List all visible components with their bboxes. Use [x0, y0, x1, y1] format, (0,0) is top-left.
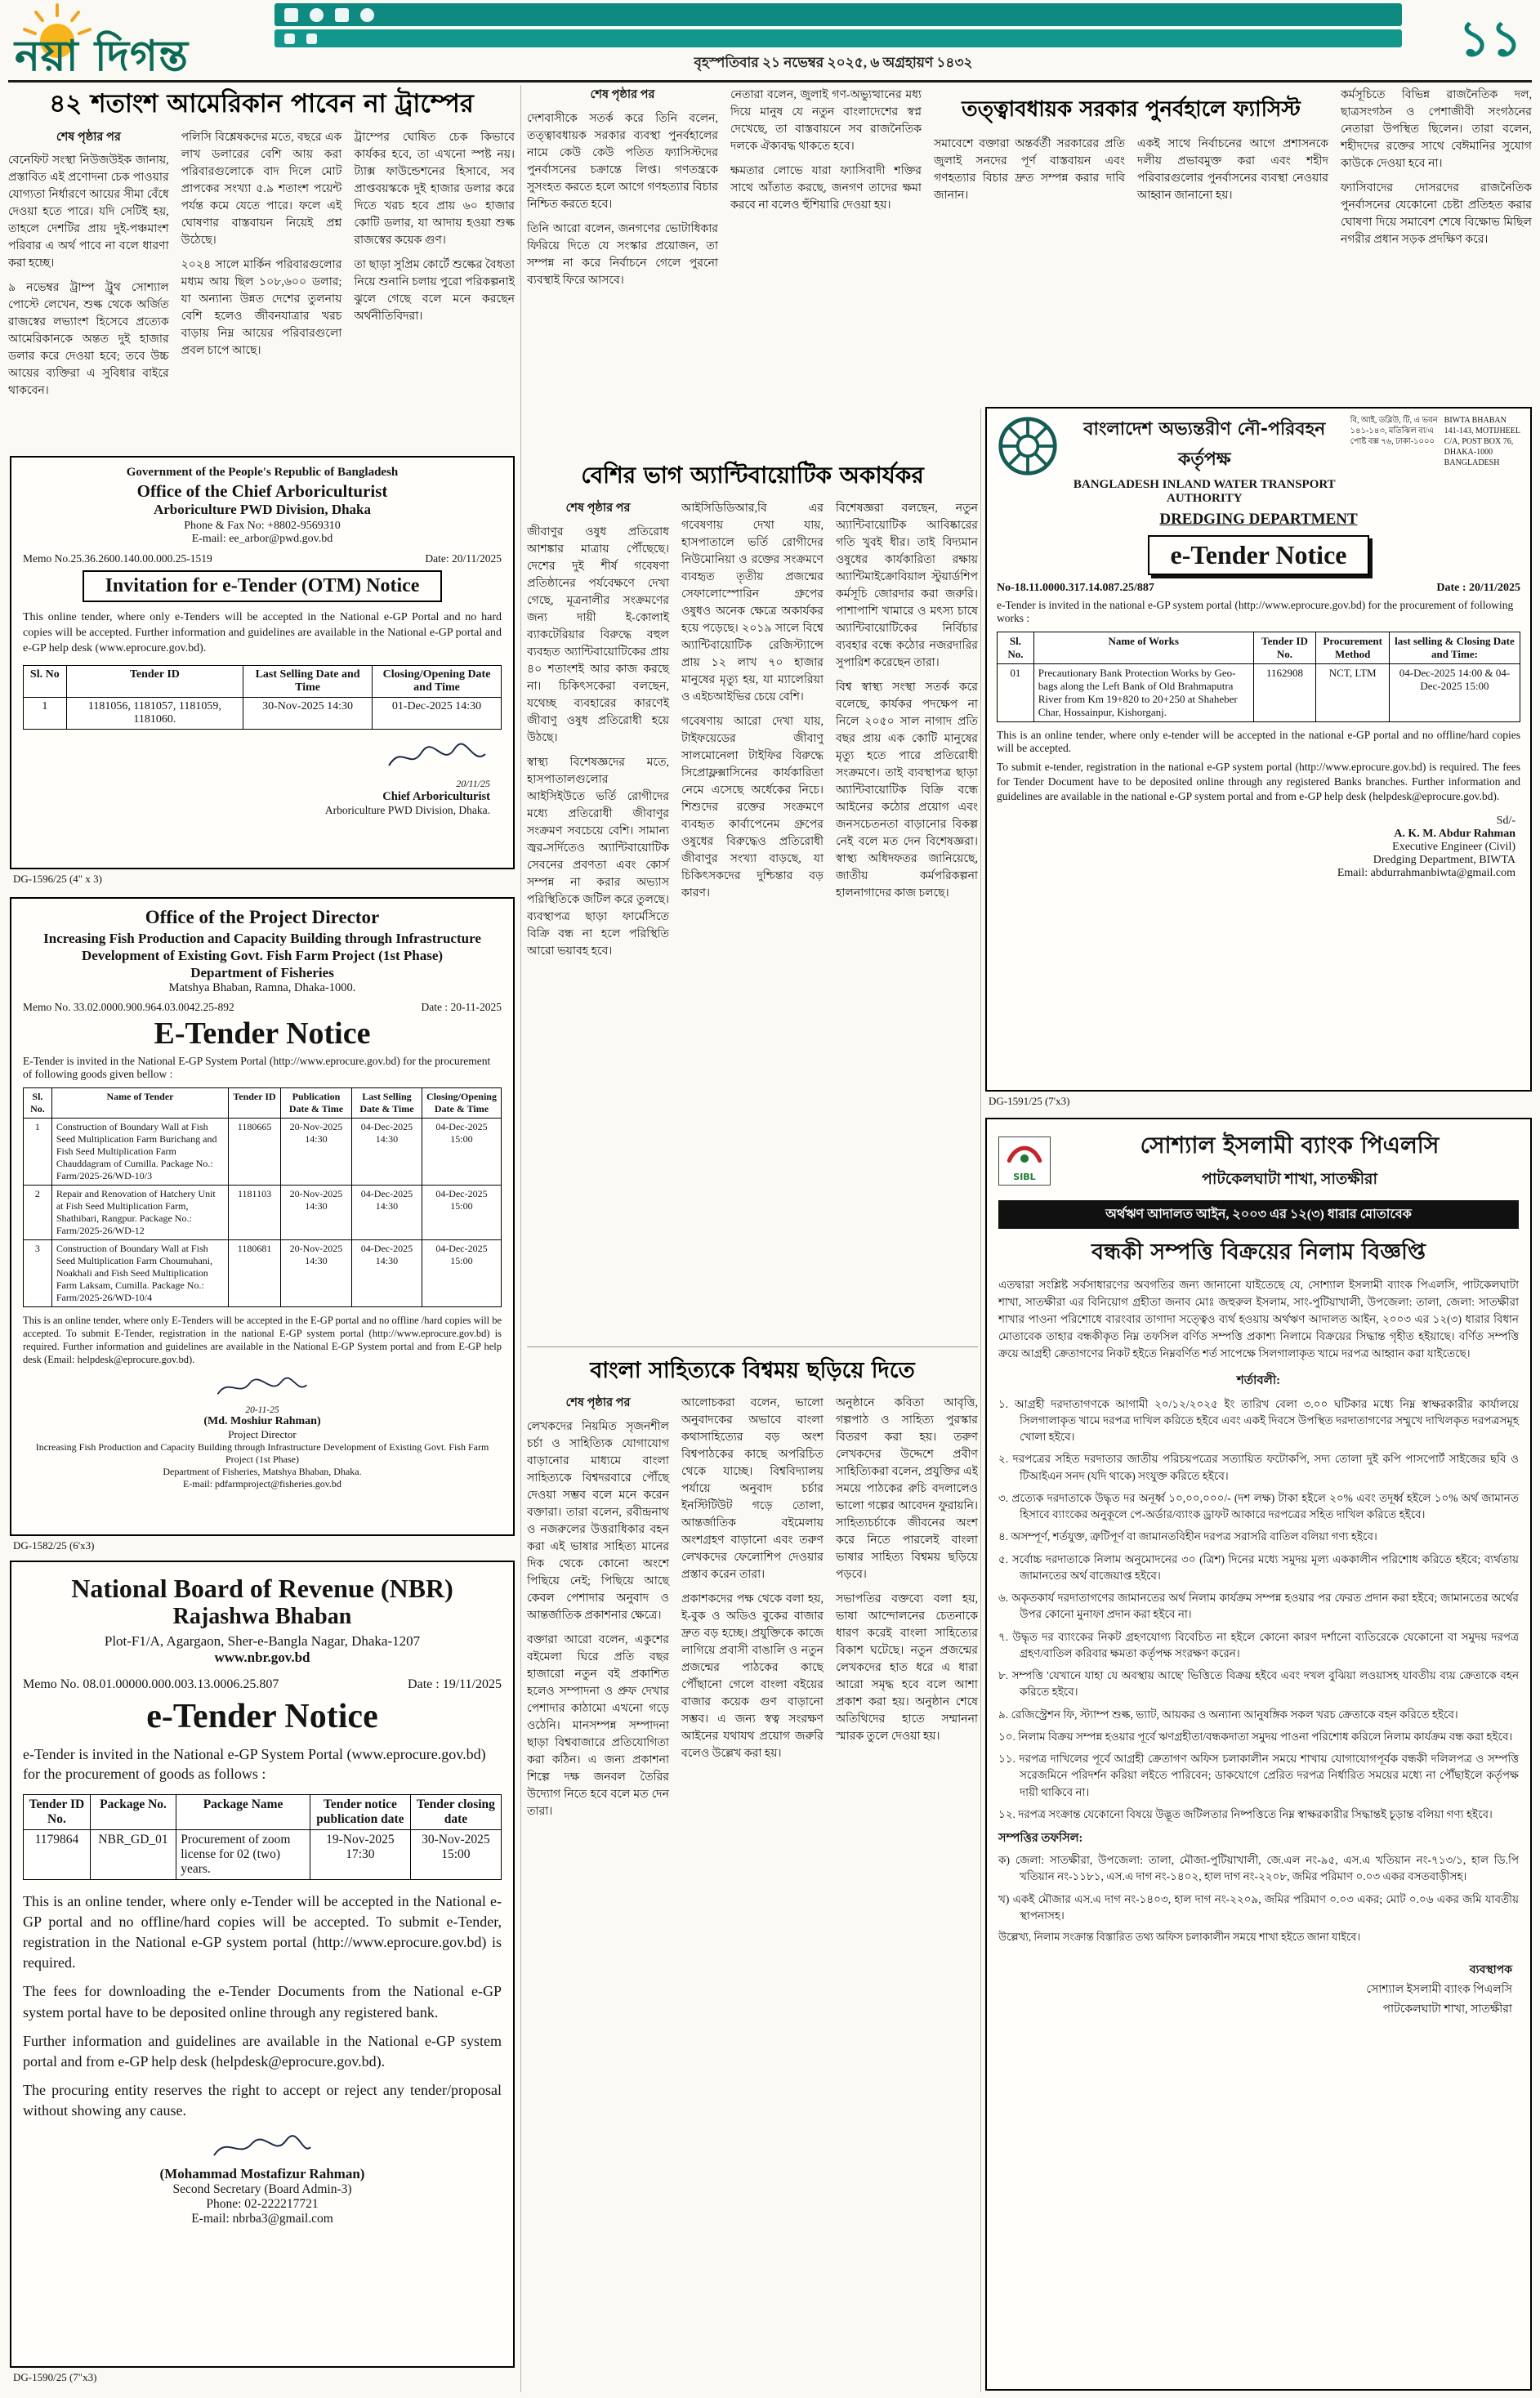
- cell: 1: [24, 1118, 52, 1185]
- table-row: [24, 697, 502, 729]
- address-line: C/A, POST BOX 76,: [1444, 437, 1514, 446]
- phone-line: Phone & Fax No: +8802-9569310: [184, 520, 341, 532]
- memo-number: No-18.11.0000.317.14.087.25/887: [997, 582, 1154, 594]
- tender-table: [23, 1087, 502, 1307]
- article-column: [527, 1395, 669, 1828]
- dateline: বৃহস্পতিবার ২১ নভেম্বর ২০২৫, ৬ অগ্রহায়ণ ১৪৩২: [694, 55, 973, 70]
- signature-icon: [209, 2134, 315, 2166]
- org-name-bn: বাংলাদেশ অভ্যন্তরীণ নৌ-পরিবহন কর্তৃপক্ষ: [1083, 419, 1326, 470]
- table-header-row: [24, 1087, 502, 1118]
- dg-code: DG-1582/25 (6'x3): [13, 1539, 95, 1552]
- term-item: ৮. সম্পত্তি 'যেখানে যাহা যে অবস্থায় আছে' ভিত্তিতে বিক্রয় হইবে এবং দখল বুঝিয়া লওয়াসহ যাবতীয় ব্যয় ক্রেতাকে বহন করিতে হইবে।: [998, 1669, 1519, 1699]
- notice-paragraph: The fees for downloading the e-Tender Documents from the National e-GP system portal have to be deposited online through any registered bank.: [23, 1983, 502, 2021]
- masthead-strip-icon: [335, 8, 349, 22]
- address-line: Plot-F1/A, Agargaon, Sher-e-Bangla Nagar, Dhaka-1207: [104, 1633, 421, 1649]
- article-paragraph: তিনি আরো বলেন, জনগণের ভোটাধিকার ফিরিয়ে দিতে যে সংস্কার প্রয়োজন, তা সম্পন্ন না করে নির্বাচনে গেলে পুরনো ব্যবস্থাই ফিরে আসবে।: [527, 222, 718, 287]
- signatory-role: ব্যবস্থাপক: [1469, 1964, 1512, 1977]
- table-row: [24, 1829, 502, 1879]
- article-paragraph: জীবাণুর ওষুধ প্রতিরোধ আশঙ্কার মাত্রায় পৌঁছেছে। দেশের দুই শীর্ষ গবেষণা প্রতিষ্ঠানের পর্যবেক্ষণে দেখা গেছে, মূত্রনালীর সংক্রমণের জন্য দায়ী ই-কোলাই ব্যাকটেরিয়ার বিরুদ্ধে বহুল ব্যবহৃত অ্যান্টিবায়োটিকের প্রায় ৪০ শতাংশই আর কাজ করছে না। চিকিৎসকেরা বলছেন, যথেচ্ছ ব্যবহারের কারণেই জীবাণু ওষুধ প্রতিরোধী হয়ে উঠছে।: [527, 525, 669, 744]
- cell: 04-Dec-2025 14:30: [351, 1239, 422, 1306]
- article-paragraph: বক্তারা আরো বলেন, একুশের বইমেলা ঘিরে প্রতি বছর হাজারো নতুন বই প্রকাশিত হলেও সম্পাদনা ও প্রুফ দেখার পেশাদার কাঠামো এখনো গড়ে ওঠেনি। মানসম্পন্ন সম্পাদনা ছাড়া বিশ্ববাজারে প্রতিযোগিতা করা কঠিন। এ জন্য প্রকাশনা শিল্পে দক্ষ জনবল তৈরির উদ্যোগ নিতে হবে বলে মত দেন তারা।: [527, 1633, 669, 1818]
- term-item: ৩. প্রত্যেক দরদাতাকে উদ্ধৃত দর অনূর্ধ্ব ১০,০০,০০০/- (দশ লক্ষ) টাকা হইলে ২০% এবং তদূর্ধ্ব হইলে ১০% অর্থ জামানত হিসাবে ব্যাংকের অনুকূলে পে-অর্ডার/ব্যাংক ড্রাফট আকারে দরপত্রের সহিত দাখিল করিতে হইবে।: [998, 1491, 1519, 1521]
- nbr-tender-notice: [10, 1561, 515, 2384]
- signatory-email: E-mail: nbrba3@gmail.com: [191, 2212, 333, 2226]
- signature-date: 20-11-25: [245, 1404, 279, 1415]
- biwta-emblem-icon: [997, 415, 1059, 481]
- signatory-org: Increasing Fish Production and Capacity Building through Infrastructure Development of Existing Govt. Fish Farm Project (1st Phase): [35, 1440, 489, 1465]
- department-name: DREDGING DEPARTMENT: [1159, 511, 1358, 528]
- term-item: ১১. দরপত্র দাখিলের পূর্বে আগ্রহী ক্রেতাগণ অফিস চলাকালীন সময়ে শাখায় যোগাযোগপূর্বক বন্ধকী দলিলপত্র ও সম্পত্তি সরেজমিনে পরিদর্শন করিয়া লইতে পারিবেন; ডাকযোগে প্রেরিত দরপত্র নির্ধারিত সময়ের মধ্যে না পৌঁছাইলে কর্তৃপক্ষ দায়ী থাকিবে না।: [998, 1753, 1519, 1798]
- memo-date: Date : 19/11/2025: [408, 1677, 502, 1691]
- article-paragraph: দেশবাসীকে সতর্ক করে তিনি বলেন, তত্ত্বাবধায়ক সরকার ব্যবস্থা পুনর্বহালের নামে কেউ কেউ পতিত ফ্যাসিস্টদের পুনর্বাসনের চক্রান্তে লিপ্ত। গণতন্ত্রকে সুসংহত করতে হলে আগে গণহত্যার বিচার নিশ্চিত করতে হবে।: [527, 112, 718, 211]
- memo-date: Date : 20-11-2025: [421, 1000, 502, 1013]
- col-header: Sl. No.: [24, 1087, 52, 1118]
- masthead-strip-icon: [284, 33, 295, 44]
- signatory-org: সোশ্যাল ইসলামী ব্যাংক পিএলসি: [1366, 1984, 1512, 1997]
- schedule-item: খ) একই মৌজার এস.এ দাগ নং-১৪০৩, হাল দাগ নং-২২০৯, জমির পরিমাণ ০.০৩ একর; মোট ০.০৬ একর জমি যাবতীয় স্থাপনাসহ।: [998, 1892, 1519, 1922]
- notice-intro: e-Tender is invited in the national e-GP system portal (http://www.eprocure.gov.bd) for the procurement of following works :: [997, 599, 1514, 624]
- article-column: [354, 129, 515, 408]
- col-header: Name of Works: [1033, 632, 1253, 664]
- table-row: [24, 1185, 502, 1239]
- col-header: Sl. No.: [998, 632, 1034, 664]
- signatory-office: Department of Fisheries, Matshya Bhaban, Dhaka.: [163, 1465, 362, 1477]
- article-column: [681, 500, 824, 967]
- cell: Precautionary Bank Protection Works by Geo-bags along the Left Bank of Old Brahmaputra River from Km 19+820 to 20+250 at Shaheber Char, Hossainpur, Kishorganj.: [1033, 664, 1253, 722]
- tender-table: [23, 665, 502, 730]
- govt-line: Government of the People's Republic of Bangladesh: [126, 466, 399, 479]
- notice-title: e-Tender Notice: [1148, 535, 1370, 575]
- building-name: Rajashwa Bhaban: [172, 1604, 352, 1629]
- cell: 3: [24, 1239, 52, 1306]
- article-column: [527, 500, 669, 967]
- tender-table: [997, 632, 1520, 722]
- signatory-office: Dredging Department, BIWTA: [1373, 853, 1515, 866]
- continued-marker: শেষ পৃষ্ঠার পর: [56, 130, 121, 144]
- bank-name: সোশ্যাল ইসলামী ব্যাংক পিএলসি: [1140, 1132, 1440, 1159]
- address-line: Matshya Bhaban, Ramna, Dhaka-1000.: [168, 980, 356, 994]
- table-row: [24, 1239, 502, 1306]
- col-header: Tender ID No.: [1253, 632, 1316, 664]
- dg-code: DG-1590/25 (7"x3): [13, 2371, 97, 2383]
- cell: 1181103: [229, 1185, 281, 1239]
- signatory-email: E-mail: pdfarmproject@fisheries.gov.bd: [183, 1477, 341, 1489]
- notice-paragraph: This is an online tender, where only e-tender will be accepted in the national e-GP portal and no offline/hard copies will be accepted.: [997, 729, 1520, 754]
- signatory-role: Project Director: [228, 1427, 297, 1440]
- column-rule: [980, 409, 981, 2392]
- notice-paragraph: This is an online tender, where only e-Tender will be accepted in the National e-GP portal and no offline/hard copies will be accepted. To submit e-Tender, registration in the National e-GP system portal (http://www.eprocure.gov.bd) is required.: [23, 1892, 502, 1972]
- terms-heading: শর্তাবলী:: [1236, 1373, 1281, 1387]
- notice-footer: This is an online tender, where only E-Tenders will be accepted in the E-GP portal and no offline /hard copies will be accepted. To submit E-Tender, registration in the national E-GP system portal (http://www.eprocure.gov.bd) is required. Further information and guidelines are available in the National E-GP System portal and from E-GP help desk (Email: helpdesk@eprocure.gov.bd).: [23, 1314, 502, 1366]
- address-line: BIWTA BHABAN: [1444, 416, 1507, 425]
- article-paragraph: অনুষ্ঠানে কবিতা আবৃত্তি, গল্পপাঠ ও সাহিত্য পুরস্কার বিতরণ করা হয়। তরুণ লেখকদের উদ্দেশে প্রবীণ সাহিত্যিকরা বলেন, প্রযুক্তির এই সময়ে পাঠকের রুচি বদলালেও ভালো গল্পের আবেদন ফুরায়নি। সাহিত্যচর্চাকে জীবনের অংশ করে নিতে পারলেই বাংলা ভাষার সাহিত্য বিশ্বময় ছড়িয়ে পড়বে।: [836, 1397, 978, 1582]
- cell: 04-Dec-2025 14:00 & 04-Dec-2025 15:00: [1389, 664, 1520, 722]
- article-column: [681, 1395, 824, 1828]
- col-header: Package No.: [90, 1794, 176, 1829]
- article-trump: [8, 87, 515, 453]
- cell: 1179864: [24, 1829, 91, 1879]
- article-column: [836, 1395, 978, 1828]
- signatory-role: Second Secretary (Board Admin-3): [172, 2182, 352, 2197]
- cell: 20-Nov-2025 14:30: [280, 1118, 351, 1185]
- notice-paragraph: Further information and guidelines are available in the National e-GP system portal and from e-GP help desk (helpdesk@eprocure.gov.bd).: [23, 2032, 502, 2070]
- cell: 2: [24, 1185, 52, 1239]
- col-header: Tender ID: [229, 1087, 281, 1118]
- cell: 1162908: [1253, 664, 1316, 722]
- cell: 20-Nov-2025 14:30: [280, 1239, 351, 1306]
- address-line: ১৪১-১৪৩, মতিঝিল বা/এ: [1350, 426, 1435, 435]
- division-name: Arboriculture PWD Division, Dhaka: [153, 502, 372, 517]
- cell: 19-Nov-2025 17:30: [310, 1829, 410, 1879]
- cell: Procurement of zoom license for 02 (two) years.: [176, 1829, 310, 1879]
- article-caretaker: [527, 87, 1532, 400]
- notice-title: e-Tender Notice: [146, 1698, 378, 1735]
- memo-date: Date: 20/11/2025: [425, 552, 502, 565]
- term-item: ২. দরপত্রের সহিত দরদাতার জাতীয় পরিচয়পত্রের সত্যায়িত ফটোকপি, সদ্য তোলা দুই কপি পাসপোর্ট সাইজের ছবি ও টিআইএন সনদ (যদি থাকে) সংযুক্ত করিতে হইবে।: [998, 1453, 1519, 1482]
- cell: Repair and Renovation of Hatchery Unit at Fish Seed Multiplication Farm, Shathibari, Rangpur. Package No.: Farm/2025-26/WD-12: [51, 1185, 228, 1239]
- article-caretaker-headline: তত্ত্বাবধায়ক সরকার পুনর্বহালে ফ্যাসিস্ট: [962, 97, 1301, 122]
- website: www.nbr.gov.bd: [214, 1650, 310, 1665]
- org-name-en: BANGLADESH INLAND WATER TRANSPORT AUTHORITY: [1073, 478, 1336, 505]
- article-paragraph: পলিসি বিশ্লেষকদের মতে, বছরে এক লাখ ডলারের বেশি আয় করা পরিবারগুলোকে বাদ দিলে মোট প্রাপকের সংখ্যা ৫.৯ শতাংশ পয়েন্ট পর্যন্ত কমে যেতে পারে। ফলে এই ঘোষণার বাস্তবায়ন নিয়েই প্রশ্ন উঠেছে।: [181, 131, 342, 247]
- col-header: Procurement Method: [1316, 632, 1390, 664]
- article-paragraph: তা ছাড়া সুপ্রিম কোর্টে শুল্কের বৈধতা নিয়ে শুনানি চলায় পুরো পরিকল্পনাই ঝুলে গেছে বলে মনে করছেন অর্থনীতিবিদরা।: [354, 258, 515, 323]
- schedule-heading: সম্পত্তির তফসিল:: [998, 1832, 1083, 1846]
- schedule-item: ক) জেলা: সাতক্ষীরা, উপজেলা: তালা, মৌজা-পুটিয়াখালী, জে.এল নং-৯৫, এস.এ খতিয়ান নং-৭১৩/১, হাল ডি.পি খতিয়ান নং-১১৮১, এস.এ দাগ নং-১৪০২, হাল দাগ নং-২২০৮, জমির পরিমাণ ০.০৩ একর বসতবাড়ীসহ।: [998, 1854, 1519, 1883]
- article-paragraph: আলোচকরা বলেন, ভালো অনুবাদকের অভাবে বাংলা কথাসাহিত্যের বড় অংশ বিশ্বপাঠকের কাছে অপরিচিত থেকে যাচ্ছে। বিশ্ববিদ্যালয় পর্যায়ে অনুবাদ চর্চার ইনস্টিটিউট গড়ে তোলা, আন্তর্জাতিক বইমেলায় অংশগ্রহণ বাড়ানো এবং তরুণ লেখকদের ফেলোশিপ দেওয়ার প্রস্তাব করেন তারা।: [681, 1397, 824, 1582]
- col-header: Last Selling Date & Time: [351, 1087, 422, 1118]
- masthead-rule: [8, 80, 1532, 83]
- cell: 04-Dec-2025 14:30: [351, 1118, 422, 1185]
- col-header: Last Selling Date and Time: [243, 665, 373, 697]
- cell: 1: [24, 697, 67, 729]
- col-header: Tender closing date: [410, 1794, 501, 1829]
- table-row: [998, 664, 1520, 722]
- cell: 30-Nov-2025 15:00: [410, 1829, 501, 1879]
- department-name: Department of Fisheries: [190, 964, 334, 980]
- cell: NBR_GD_01: [90, 1829, 176, 1879]
- law-reference-bar: অর্থঋণ আদালত আইন, ২০০৩ এর ১২(৩) ধারার মোতাবেক: [998, 1200, 1519, 1229]
- dg-code: DG-1596/25 (4" x 3): [13, 873, 102, 885]
- section-rule: [527, 1346, 978, 1347]
- col-header: Publication Date & Time: [280, 1087, 351, 1118]
- signatory-email: Email: abdurrahmanbiwta@gmail.com: [1337, 866, 1515, 879]
- article-trump-headline: ৪২ শতাংশ আমেরিকান পাবেন না ট্রাম্পের: [49, 89, 474, 118]
- term-item: ৯. রেজিস্ট্রেশন ফি, স্ট্যাম্প শুল্ক, ভ্যাট, আয়কর ও অন্যান্য আনুষঙ্গিক সকল খরচ ক্রেতাকে বহন করিতে হইবে।: [998, 1708, 1458, 1721]
- article-paragraph: ফ্যাসিবাদের দোসরদের রাজনৈতিক পুনর্বাসনের যেকোনো চেষ্টা প্রতিহত করার ঘোষণা দিয়ে সমাবেশ শেষে বিক্ষোভ মিছিল নগরীর প্রধান সড়ক প্রদক্ষিণ করে।: [1341, 182, 1532, 246]
- col-header: Closing/Opening Date & Time: [422, 1087, 501, 1118]
- branch-name: পাটকেলঘাটা শাখা, সাতক্ষীরা: [1201, 1171, 1378, 1188]
- cell: 04-Dec-2025 15:00: [422, 1118, 501, 1185]
- article-column: [836, 500, 978, 967]
- table-header-row: [24, 1794, 502, 1829]
- article-paragraph: ক্ষমতার লোভে যারা ফ্যাসিবাদী শক্তির সাথে আঁতাত করছে, জনগণ তাদের ক্ষমা করবে না বলেও হুঁশিয়ারি দেওয়া হয়।: [730, 165, 922, 212]
- sibl-logo-label: SIBL: [1013, 1171, 1036, 1182]
- masthead-strip-icon: [310, 8, 324, 22]
- auction-title: বন্ধকী সম্পত্তি বিক্রয়ের নিলাম বিজ্ঞপ্তি: [1091, 1239, 1426, 1265]
- cell: 01: [998, 664, 1034, 722]
- tender-table: [23, 1794, 502, 1880]
- cell: 1181056, 1181057, 1181059, 1181060.: [66, 697, 243, 729]
- masthead-strip-icon: [284, 8, 298, 22]
- masthead-strip-icon: [306, 33, 317, 44]
- article-antibiotic: [527, 458, 978, 1345]
- article-paragraph: আইসিডিডিআর,বি এর গবেষণায় দেখা যায়, হাসপাতালে ভর্তি রোগীদের নিউমোনিয়া ও রক্তের সংক্রমণে ব্যবহৃত তৃতীয় প্রজন্মের সেফালোস্পোরিন গ্রুপের ওষুধও অনেক ক্ষেত্রে অকার্যকর হয়ে পড়েছে। ২০১৯ সালে বিশ্বে অ্যান্টিবায়োটিক রেজিস্ট্যান্সে প্রায় ১২ লাখ ৭০ হাজার মানুষের মৃত্যু হয়, যা ম্যালেরিয়া ও এইচআইভির চেয়ে বেশি।: [681, 502, 824, 704]
- newspaper-logo: [13, 2, 270, 81]
- address-line: 141-143, MOTIJHEEL: [1444, 426, 1520, 435]
- col-header: Tender ID No.: [24, 1794, 91, 1829]
- office-name: Office of the Project Director: [145, 907, 380, 927]
- article-paragraph: একই সাথে নির্বাচনের আগে প্রশাসনকে দলীয় প্রভাবমুক্ত করা এবং শহীদ পরিবারগুলোর পুনর্বাসনের ব্যবস্থা নেওয়ার আহ্বান জানানো হয়।: [1137, 137, 1328, 202]
- masthead-lower-strip: [275, 29, 1402, 47]
- col-header: last selling & Closing Date and Time:: [1389, 632, 1520, 664]
- cell: 30-Nov-2025 14:30: [243, 697, 373, 729]
- biwta-tender-notice: [985, 407, 1532, 1108]
- article-column: [934, 136, 1125, 400]
- email-line: E-mail: ee_arbor@pwd.gov.bd: [191, 533, 333, 545]
- fisheries-tender-notice: [10, 897, 515, 1552]
- signature-icon: [384, 741, 490, 778]
- notice-intro: e-Tender is invited in the National e-GP System Portal (www.eprocure.gov.bd) for the procurement of goods as follows :: [23, 1746, 486, 1783]
- article-paragraph: বিশেষজ্ঞরা বলছেন, নতুন অ্যান্টিবায়োটিক আবিষ্কারের গতি খুবই ধীর। তাই বিদ্যমান ওষুধের কার্যকারিতা রক্ষায় অ্যান্টিমাইক্রোবিয়াল স্টুয়ার্ডশিপ কর্মসূচি জোরদার করা জরুরি। পাশাপাশি খামারে ও মৎস্য চাষে অ্যান্টিবায়োটিকের নির্বিচার ব্যবহার বন্ধে কঠোর নজরদারির সুপারিশ করেছেন তারা।: [836, 502, 978, 670]
- article-paragraph: স্বাস্থ্য বিশেষজ্ঞদের মতে, হাসপাতালগুলোর আইসিইউতে ভর্তি রোগীদের মধ্যে প্রতিরোধী জীবাণুর সংক্রমণ সবচেয়ে বেশি। সামান্য জ্বর-সর্দিতেও অ্যান্টিবায়োটিক সেবনের প্রবণতা এবং কোর্স সম্পন্ন না করার অভ্যাস পরিস্থিতিকে জটিল করে তুলছে। ব্যবস্থাপত্র ছাড়া ফার্মেসিতে বিক্রি বন্ধ না হলে পরিস্থিতি আরো ভয়াবহ হবে।: [527, 756, 669, 958]
- cell: 20-Nov-2025 14:30: [280, 1185, 351, 1239]
- term-item: ৬. অকৃতকার্য দরদাতাগণের জামানতের অর্থ নিলাম কার্যক্রম সম্পন্ন হওয়ার পর ফেরত প্রদান করা হইবে; জামানতের অর্থের উপর কোনো মুনাফা প্রদান করা হইবে না।: [998, 1592, 1519, 1621]
- signature-icon: [213, 1373, 311, 1405]
- cell: NCT, LTM: [1316, 664, 1390, 722]
- signatory-branch: পাটকেলঘাটা শাখা, সাতক্ষীরা: [1382, 2003, 1512, 2016]
- article-column: [8, 129, 169, 408]
- article-paragraph: ২০২৪ সালে মার্কিন পরিবারগুলোর মধ্যম আয় ছিল ১০৮,৬০০ ডলার; যা অন্যান্য উন্নত দেশের তুলনায় বেশি হলেও জীবনযাত্রার খরচ বাড়ায় নিম্ন আয়ের পরিবারগুলো প্রবল চাপে আছে।: [181, 258, 342, 357]
- column-rule: [520, 85, 521, 2392]
- address-line: BANGLADESH: [1444, 458, 1500, 467]
- cell: 1180681: [229, 1239, 281, 1306]
- signatory-office: Arboriculture PWD Division, Dhaka.: [324, 803, 490, 816]
- address-line: DHAKA-1000: [1444, 448, 1493, 457]
- notice-intro: This online tender, where only e-Tenders will be accepted in the National e-GP Portal and no hard copies will be accepted. Further information and guidelines are available in the National e-GP portal and e-GP help desk (www.eprocure.gov.bd).: [23, 611, 502, 654]
- sibl-logo: [998, 1136, 1051, 1186]
- memo-number: Memo No. 33.02.0000.900.964.03.0042.25-892: [23, 1000, 234, 1013]
- term-item: ১০. নিলাম বিক্রয় সম্পন্ন হওয়ার পূর্বে ঋণগ্রহীতা/বন্ধকদাতা সমুদয় পাওনা পরিশোধ করিলে নিলাম কার্যক্রম বন্ধ করা হইবে।: [998, 1730, 1513, 1743]
- term-item: ১২. দরপত্র সংক্রান্ত যেকোনো বিষয়ে উদ্ভূত জটিলতার নিষ্পত্তিতে নিম্ন স্বাক্ষরকারীর সিদ্ধান্তই চূড়ান্ত বলিয়া গণ্য হইবে।: [998, 1807, 1493, 1820]
- article-paragraph: সভাপতির বক্তব্যে বলা হয়, ভাষা আন্দোলনের চেতনাকে ধারণ করেই বাংলা সাহিত্যের বিকাশ ঘটেছে। নতুন প্রজন্মের লেখকদের হাত ধরে এ ধারা আরো সমৃদ্ধ হবে বলে আশা প্রকাশ করা হয়। অনুষ্ঠান শেষে অতিথিদের হাতে সম্মাননা স্মারক তুলে দেওয়া হয়।: [836, 1593, 978, 1744]
- pwd-tender-notice: [10, 456, 515, 886]
- memo-date: Date : 20/11/2025: [1436, 582, 1520, 594]
- term-item: ১. আগ্রহী দরদাতাগণকে আগামী ২০/১২/২০২৫ ইং তারিখ বেলা ৩.০০ ঘটিকার মধ্যে নিম্ন স্বাক্ষরকারীর কার্যালয়ে সিলগালাকৃত খামে দরপত্র দাখিল করিতে হইবে এবং একই দিবসে উপস্থিত দরদাতাগণের সম্মুখে দাখিলকৃত দরপত্রসমূহ খোলা হইবে।: [998, 1397, 1519, 1444]
- article-paragraph: লেখকদের নিয়মিত সৃজনশীল চর্চা ও সাহিত্যিক যোগাযোগ বাড়ানোর মাধ্যমে বাংলা সাহিত্যকে বিশ্বদরবারে পৌঁছে দেওয়া সম্ভব বলে মনে করেন বক্তারা। তারা বলেন, রবীন্দ্রনাথ ও নজরুলের উত্তরাধিকার বহন করা এই ভাষার সাহিত্য মানের দিক থেকে কোনো অংশে পিছিয়ে নেই; পিছিয়ে আছে কেবল পেশাদার অনুবাদ ও আন্তর্জাতিক প্রকাশনার ক্ষেত্রে।: [527, 1420, 669, 1622]
- col-header: Tender notice publication date: [310, 1794, 410, 1829]
- article-column: [730, 87, 922, 400]
- page-number: ১১: [1458, 11, 1522, 68]
- notice-paragraph: To submit e-tender, registration in the national e-GP system portal (http://www.eprocure.gov.bd) is required. The fees for Tender Document have to be deposited online through any registered Banks branches. Further information and guidelines are available in the national e-GP system portal and from e-GP help desk (helpdesk@eprocure.gov.bd).: [997, 761, 1520, 803]
- address-line: বি, আই, ডব্লিউ, টি, এ ভবন: [1350, 416, 1438, 425]
- article-antibiotic-headline: বেশির ভাগ অ্যান্টিবায়োটিক অকার্যকর: [581, 462, 924, 489]
- cell: 01-Dec-2025 14:30: [373, 697, 502, 729]
- newspaper-logo-text: নয়া দিগন্ত: [15, 32, 189, 81]
- address-block-bn: [1350, 415, 1438, 468]
- table-header-row: [24, 665, 502, 697]
- project-name: Increasing Fish Production and Capacity Building through Infrastructure Development of Existing Govt. Fish Farm Project (1st Phase): [43, 931, 481, 964]
- article-paragraph: কর্মসূচিতে বিভিন্ন রাজনৈতিক দল, ছাত্রসংগঠন ও পেশাজীবী সংগঠনের নেতারা উপস্থিত ছিলেন। তারা বলেন, শহীদদের রক্তের সাথে বেঈমানির সুযোগ কাউকে দেওয়া হবে না।: [1341, 89, 1532, 170]
- address-block-en: [1444, 415, 1520, 468]
- continued-marker: শেষ পৃষ্ঠার পর: [590, 88, 655, 101]
- cell: 04-Dec-2025 15:00: [422, 1239, 501, 1306]
- term-item: ৫. সর্বোচ্চ দরদাতাকে নিলাম অনুমোদনের ৩০ (ত্রিশ) দিনের মধ্যে সমুদয় মূল্য এককালীন পরিশোধ করিতে হইবে; ব্যর্থতায় জামানতের অর্থ বাজেয়াপ্ত হইবে।: [998, 1552, 1519, 1582]
- term-item: ৪. অসম্পূর্ণ, শর্তযুক্ত, ত্রুটিপূর্ণ বা জামানতবিহীন দরপত্র সরাসরি বাতিল বলিয়া গণ্য হইবে।: [998, 1530, 1377, 1543]
- table-header-row: [998, 632, 1520, 664]
- auction-intro: এতদ্বারা সংশ্লিষ্ট সর্বসাধারণের অবগতির জন্য জানানো যাইতেছে যে, সোশ্যাল ইসলামী ব্যাংক পিএলসি, পাটকেলঘাটা শাখা, সাতক্ষীরা এর বিনিয়োগ গ্রহীতা জনাব মোঃ জহুরুল ইসলাম, সাং-পুটিয়াখালী, উপজেলা: তালা, জেলা: সাতক্ষীরা শাখার পাওনা পরিশোধে বারংবার তাগাদা সত্ত্বেও ব্যর্থ হওয়ায় অর্থঋণ আদালত আইন, ২০০৩ এর ১২(৩) ধারার বিধান মোতাবেক তাহার বন্ধকীকৃত নিম্ন তফসিল বর্ণিত সম্পত্তি প্রকাশ্য নিলামে বিক্রয়ের সিদ্ধান্ত গৃহীত হইয়াছে। বর্ণিত সম্পত্তি ক্রয়ে আগ্রহী ক্রেতাগণের নিকট হইতে নিম্নবর্ণিত শর্ত সাপেক্ষে সিলগালাকৃত খামে দরপত্র আহ্বান করা যাইতেছে।: [998, 1279, 1519, 1360]
- note-line: উল্লেখ্য, নিলাম সংক্রান্ত বিস্তারিত তথ্য অফিস চলাকালীন সময়ে শাখা হইতে জানা যাইবে।: [998, 1931, 1361, 1944]
- term-item: ৭. উদ্ধৃত দর ব্যাংকের নিকট গ্রহণযোগ্য বিবেচিত না হইলে কোনো কারণ দর্শানো ব্যতিরেকে যেকোনো বা সমুদয় দরপত্র গ্রহণ/বাতিল করিবার ক্ষমতা কর্তৃপক্ষ সংরক্ষণ করেন।: [998, 1630, 1519, 1659]
- article-paragraph: ৯ নভেম্বর ট্রাম্প ট্রুথ সোশ্যাল পোস্টে লেখেন, শুল্ক থেকে অর্জিত রাজস্বের লভ্যাংশ হিসেবে প্রত্যেক আমেরিকানকে অন্তত দুই হাজার ডলার করে দেওয়া হবে; তবে উচ্চ আয়ের ব্যক্তিরা এ সুবিধার বাইরে থাকবেন।: [8, 282, 169, 398]
- col-header: Closing/Opening Date and Time: [373, 665, 502, 697]
- cell: Construction of Boundary Wall at Fish Seed Multiplication Farm Choumuhani, Noakhali and Fish Seed Multiplication Farm Laksam, Cumilla. Package No.: Farm/2025-26/WD-10/4: [51, 1239, 228, 1306]
- memo-number: Memo No.25.36.2600.140.00.000.25-1519: [23, 552, 212, 565]
- notice-paragraph: The procuring entity reserves the right to accept or reject any tender/proposal without showing any cause.: [23, 2082, 502, 2119]
- col-header: Package Name: [176, 1794, 310, 1829]
- col-header: Tender ID: [66, 665, 243, 697]
- article-paragraph: সমাবেশে বক্তারা অন্তর্বর্তী সরকারের প্রতি জুলাই সনদের পূর্ণ বাস্তবায়ন এবং গণহত্যার বিচার দ্রুত সম্পন্ন করার দাবি জানান।: [934, 137, 1125, 202]
- signature-date: 20/11/25: [456, 777, 490, 789]
- cell: Construction of Boundary Wall at Fish Seed Multiplication Farm Burichang and Fish Seed Multiplication Farm Chauddagram of Cumilla. Package No.: Farm/2025-26/WD-10/3: [51, 1118, 228, 1185]
- article-paragraph: গবেষণায় আরো দেখা যায়, টাইফয়েডের জীবাণু সালমোনেলা টাইফির বিরুদ্ধে সিপ্রোফ্লক্সাসিনের কার্যকারিতা নেমে এসেছে অর্ধেকের নিচে। শিশুদের রক্তের সংক্রমণে ব্যবহৃত কার্বাপেনেম গ্রুপের ওষুধের বিরুদ্ধেও প্রতিরোধী জীবাণুর সংখ্যা বাড়ছে, যা চিকিৎসকদের দুশ্চিন্তার বড় কারণ।: [681, 716, 824, 900]
- cell: 04-Dec-2025 14:30: [351, 1185, 422, 1239]
- continued-marker: শেষ পৃষ্ঠার পর: [565, 502, 631, 516]
- office-name: Office of the Chief Arboriculturist: [136, 481, 388, 501]
- article-paragraph: বিশ্ব স্বাস্থ্য সংস্থা সতর্ক করে বলেছে, কার্যকর পদক্ষেপ না নিলে ২০৫০ সাল নাগাদ প্রতি বছর প্রায় এক কোটি মানুষের মৃত্যু হতে পারে প্রতিরোধী সংক্রমণে। তাই ব্যবস্থাপত্র ছাড়া অ্যান্টিবায়োটিক বিক্রি বন্ধে আইনের কঠোর প্রয়োগ এবং জনসচেতনতা বাড়ানোর বিকল্প নেই বলে মত দেন বিশেষজ্ঞরা। স্বাস্থ্য অধিদফতর জানিয়েছে, জাতীয় কর্মপরিকল্পনা হালনাগাদের কাজ চলছে।: [836, 681, 978, 900]
- dg-code: DG-1591/25 (7'x3): [989, 1095, 1070, 1107]
- continued-marker: শেষ পৃষ্ঠার পর: [565, 1396, 631, 1410]
- col-header: Name of Tender: [51, 1087, 228, 1118]
- article-column: [527, 87, 718, 400]
- signatory-role: Executive Engineer (Civil): [1392, 840, 1515, 853]
- address-line: পোষ্ট বক্স ৭৬, ঢাকা-১০০০: [1350, 437, 1435, 446]
- signatory-phone: Phone: 02-222217721: [206, 2197, 319, 2212]
- article-column: [181, 129, 342, 408]
- col-header: Sl. No: [24, 665, 67, 697]
- cell: 1180665: [229, 1118, 281, 1185]
- signatory-name: A. K. M. Abdur Rahman: [1394, 827, 1515, 840]
- article-paragraph: নেতারা বলেন, জুলাই গণ-অভ্যুত্থানের মধ্য দিয়ে মানুষ যে নতুন বাংলাদেশের স্বপ্ন দেখেছে, তা বাস্তবায়নে সব রাজনৈতিক দলকে ঐক্যবদ্ধ থাকতে হবে।: [730, 89, 922, 153]
- masthead-top-strip: [275, 3, 1402, 26]
- masthead-strip-icon: [360, 8, 374, 22]
- notice-title: E-Tender Notice: [154, 1016, 371, 1051]
- sibl-auction-notice: [985, 1118, 1532, 2391]
- signatory-name: (Md. Moshiur Rahman): [203, 1414, 321, 1427]
- article-paragraph: বেনেফিট সংস্থা নিউজউইক জানায়, প্রস্তাবিত এই প্রণোদনা চেক পাওয়ার যোগ্যতা নির্ধারণে আয়ের সীমা বেঁধে দেওয়া হতে পারে। যদি সেটিই হয়, তাহলে দেশটির প্রায় দুই-পঞ্চমাংশ পরিবার এ অর্থ পাবে না বলে ধারণা করা হচ্ছে।: [8, 154, 169, 270]
- article-literature: [527, 1353, 978, 2392]
- memo-number: Memo No. 08.01.00000.000.003.13.0006.25.807: [23, 1677, 279, 1691]
- article-paragraph: ট্রাম্পের ঘোষিত চেক কিভাবে কার্যকর হবে, তা এখনো স্পষ্ট নয়। ট্যাক্স ফাউন্ডেশনের হিসাবে, সব প্রাপ্তবয়স্ককে দুই হাজার ডলার করে দিতে খরচ হবে প্রায় ৬০ হাজার কোটি ডলার, যা আদায় হওয়া শুল্ক রাজস্বের কয়েক গুণ।: [354, 131, 515, 247]
- article-column: [1341, 87, 1532, 400]
- article-literature-headline: বাংলা সাহিত্যকে বিশ্বময় ছড়িয়ে দিতে: [590, 1358, 915, 1383]
- notice-intro: E-Tender is invited in the National E-GP System Portal (http://www.eprocure.gov.bd) for the procurement of following goods given bellow :: [23, 1054, 491, 1080]
- org-name: National Board of Revenue (NBR): [71, 1574, 453, 1603]
- signatory-name: (Mohammad Mostafizur Rahman): [159, 2166, 365, 2182]
- notice-title: Invitation for e-Tender (OTM) Notice: [83, 570, 443, 602]
- article-column: [1137, 136, 1328, 400]
- cell: 04-Dec-2025 15:00: [422, 1185, 501, 1239]
- signature-sd: Sd/-: [1496, 814, 1515, 827]
- article-paragraph: প্রকাশকদের পক্ষ থেকে বলা হয়, ই-বুক ও অডিও বুকের বাজার দ্রুত বড় হচ্ছে। প্রযুক্তিকে কাজে লাগিয়ে প্রবাসী বাঙালি ও নতুন প্রজন্মের পাঠকের কাছে পৌঁছানো গেলে বাংলা বইয়ের বাজার কয়েক গুণ বাড়ানো সম্ভব। এ জন্য স্বত্ব সংরক্ষণ আইনের যথাযথ প্রয়োগ জরুরি বলেও উল্লেখ করা হয়।: [681, 1593, 824, 1761]
- signatory-role: Chief Arboriculturist: [382, 789, 490, 803]
- table-row: [24, 1118, 502, 1185]
